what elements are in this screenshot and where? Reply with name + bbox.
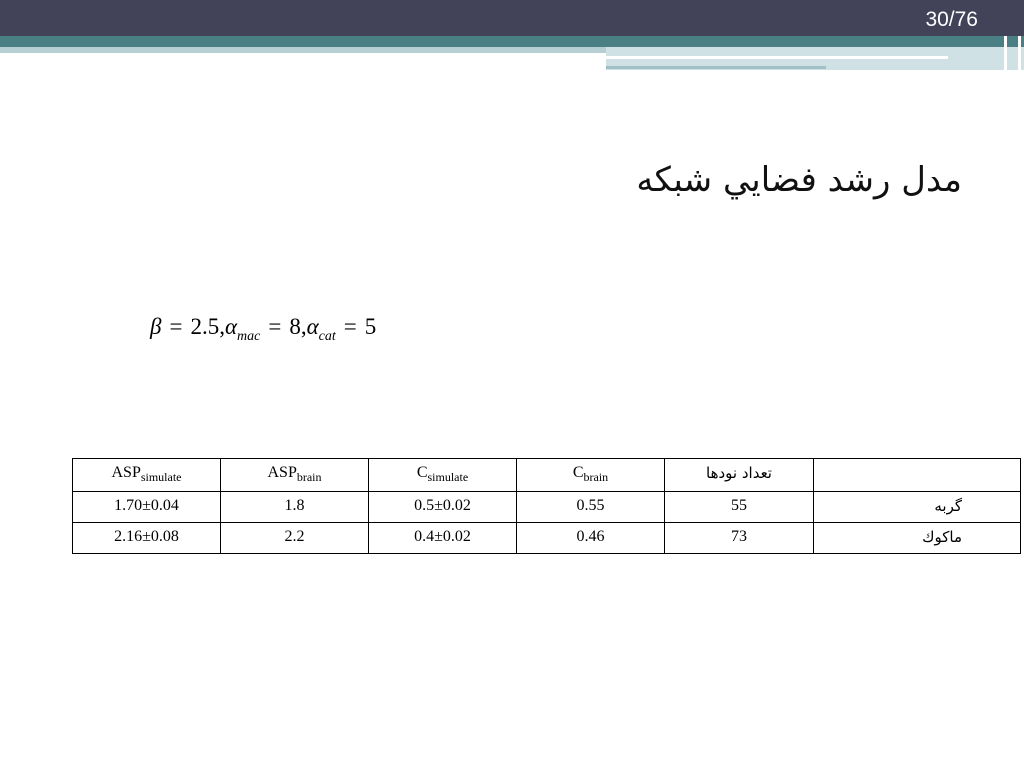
data-table: [72, 458, 1021, 554]
header-accent-line: [606, 56, 948, 59]
table-row: [73, 523, 1021, 554]
header-subscript: simulate: [427, 470, 469, 484]
table-header-cell: [73, 459, 221, 492]
alpha-symbol: α: [306, 314, 319, 339]
header-subscript: brain: [583, 470, 609, 484]
alpha-cat-subscript: cat: [318, 329, 336, 344]
table-cell: 73: [665, 523, 814, 554]
alpha-mac-value: 8,: [289, 314, 307, 339]
table-header-row: [73, 459, 1021, 492]
header-divider-secondary: [1018, 36, 1021, 70]
header-main: ASP: [267, 464, 297, 481]
equals-sign: =: [268, 314, 282, 339]
table-cell: 0.4±0.02: [369, 523, 517, 554]
header-divider: [1004, 36, 1007, 70]
table-row: [73, 492, 1021, 523]
table-header-cell: [517, 459, 665, 492]
table-header-cell-empty: [814, 459, 1021, 492]
header-main: C: [572, 464, 584, 481]
equals-sign: =: [169, 314, 183, 339]
table-header-cell: [665, 459, 814, 492]
alpha-mac-subscript: mac: [237, 329, 261, 344]
page-number: 30/76: [925, 8, 978, 31]
table-cell: 1.70±0.04: [73, 492, 221, 523]
header-main: C: [416, 464, 428, 481]
table-cell: گربه: [814, 492, 1021, 523]
table-cell: 0.5±0.02: [369, 492, 517, 523]
header-subscript: simulate: [140, 470, 182, 484]
table-cell: 1.8: [221, 492, 369, 523]
slide-title: مدل رشد فضايي شبكه: [636, 160, 962, 200]
header-subscript: brain: [296, 470, 322, 484]
table-cell: 0.46: [517, 523, 665, 554]
beta-value: 2.5,: [190, 314, 225, 339]
header-dark-bar: [0, 0, 1024, 36]
table-cell: 2.2: [221, 523, 369, 554]
table-cell: 55: [665, 492, 814, 523]
table-cell: ماكوك: [814, 523, 1021, 554]
header-accent-line-secondary: [606, 66, 826, 69]
header-main: تعداد نودها: [706, 464, 772, 482]
table-cell: 0.55: [517, 492, 665, 523]
table-cell: 2.16±0.08: [73, 523, 221, 554]
alpha-cat-value: 5: [364, 314, 377, 339]
equals-sign: =: [343, 314, 357, 339]
table-header-cell: [369, 459, 517, 492]
header-teal-bar: [0, 36, 1024, 47]
beta-symbol: β: [150, 314, 162, 339]
table-header-cell: [221, 459, 369, 492]
alpha-symbol: α: [224, 314, 238, 339]
formula: [150, 314, 376, 345]
header-main: ASP: [111, 464, 141, 481]
